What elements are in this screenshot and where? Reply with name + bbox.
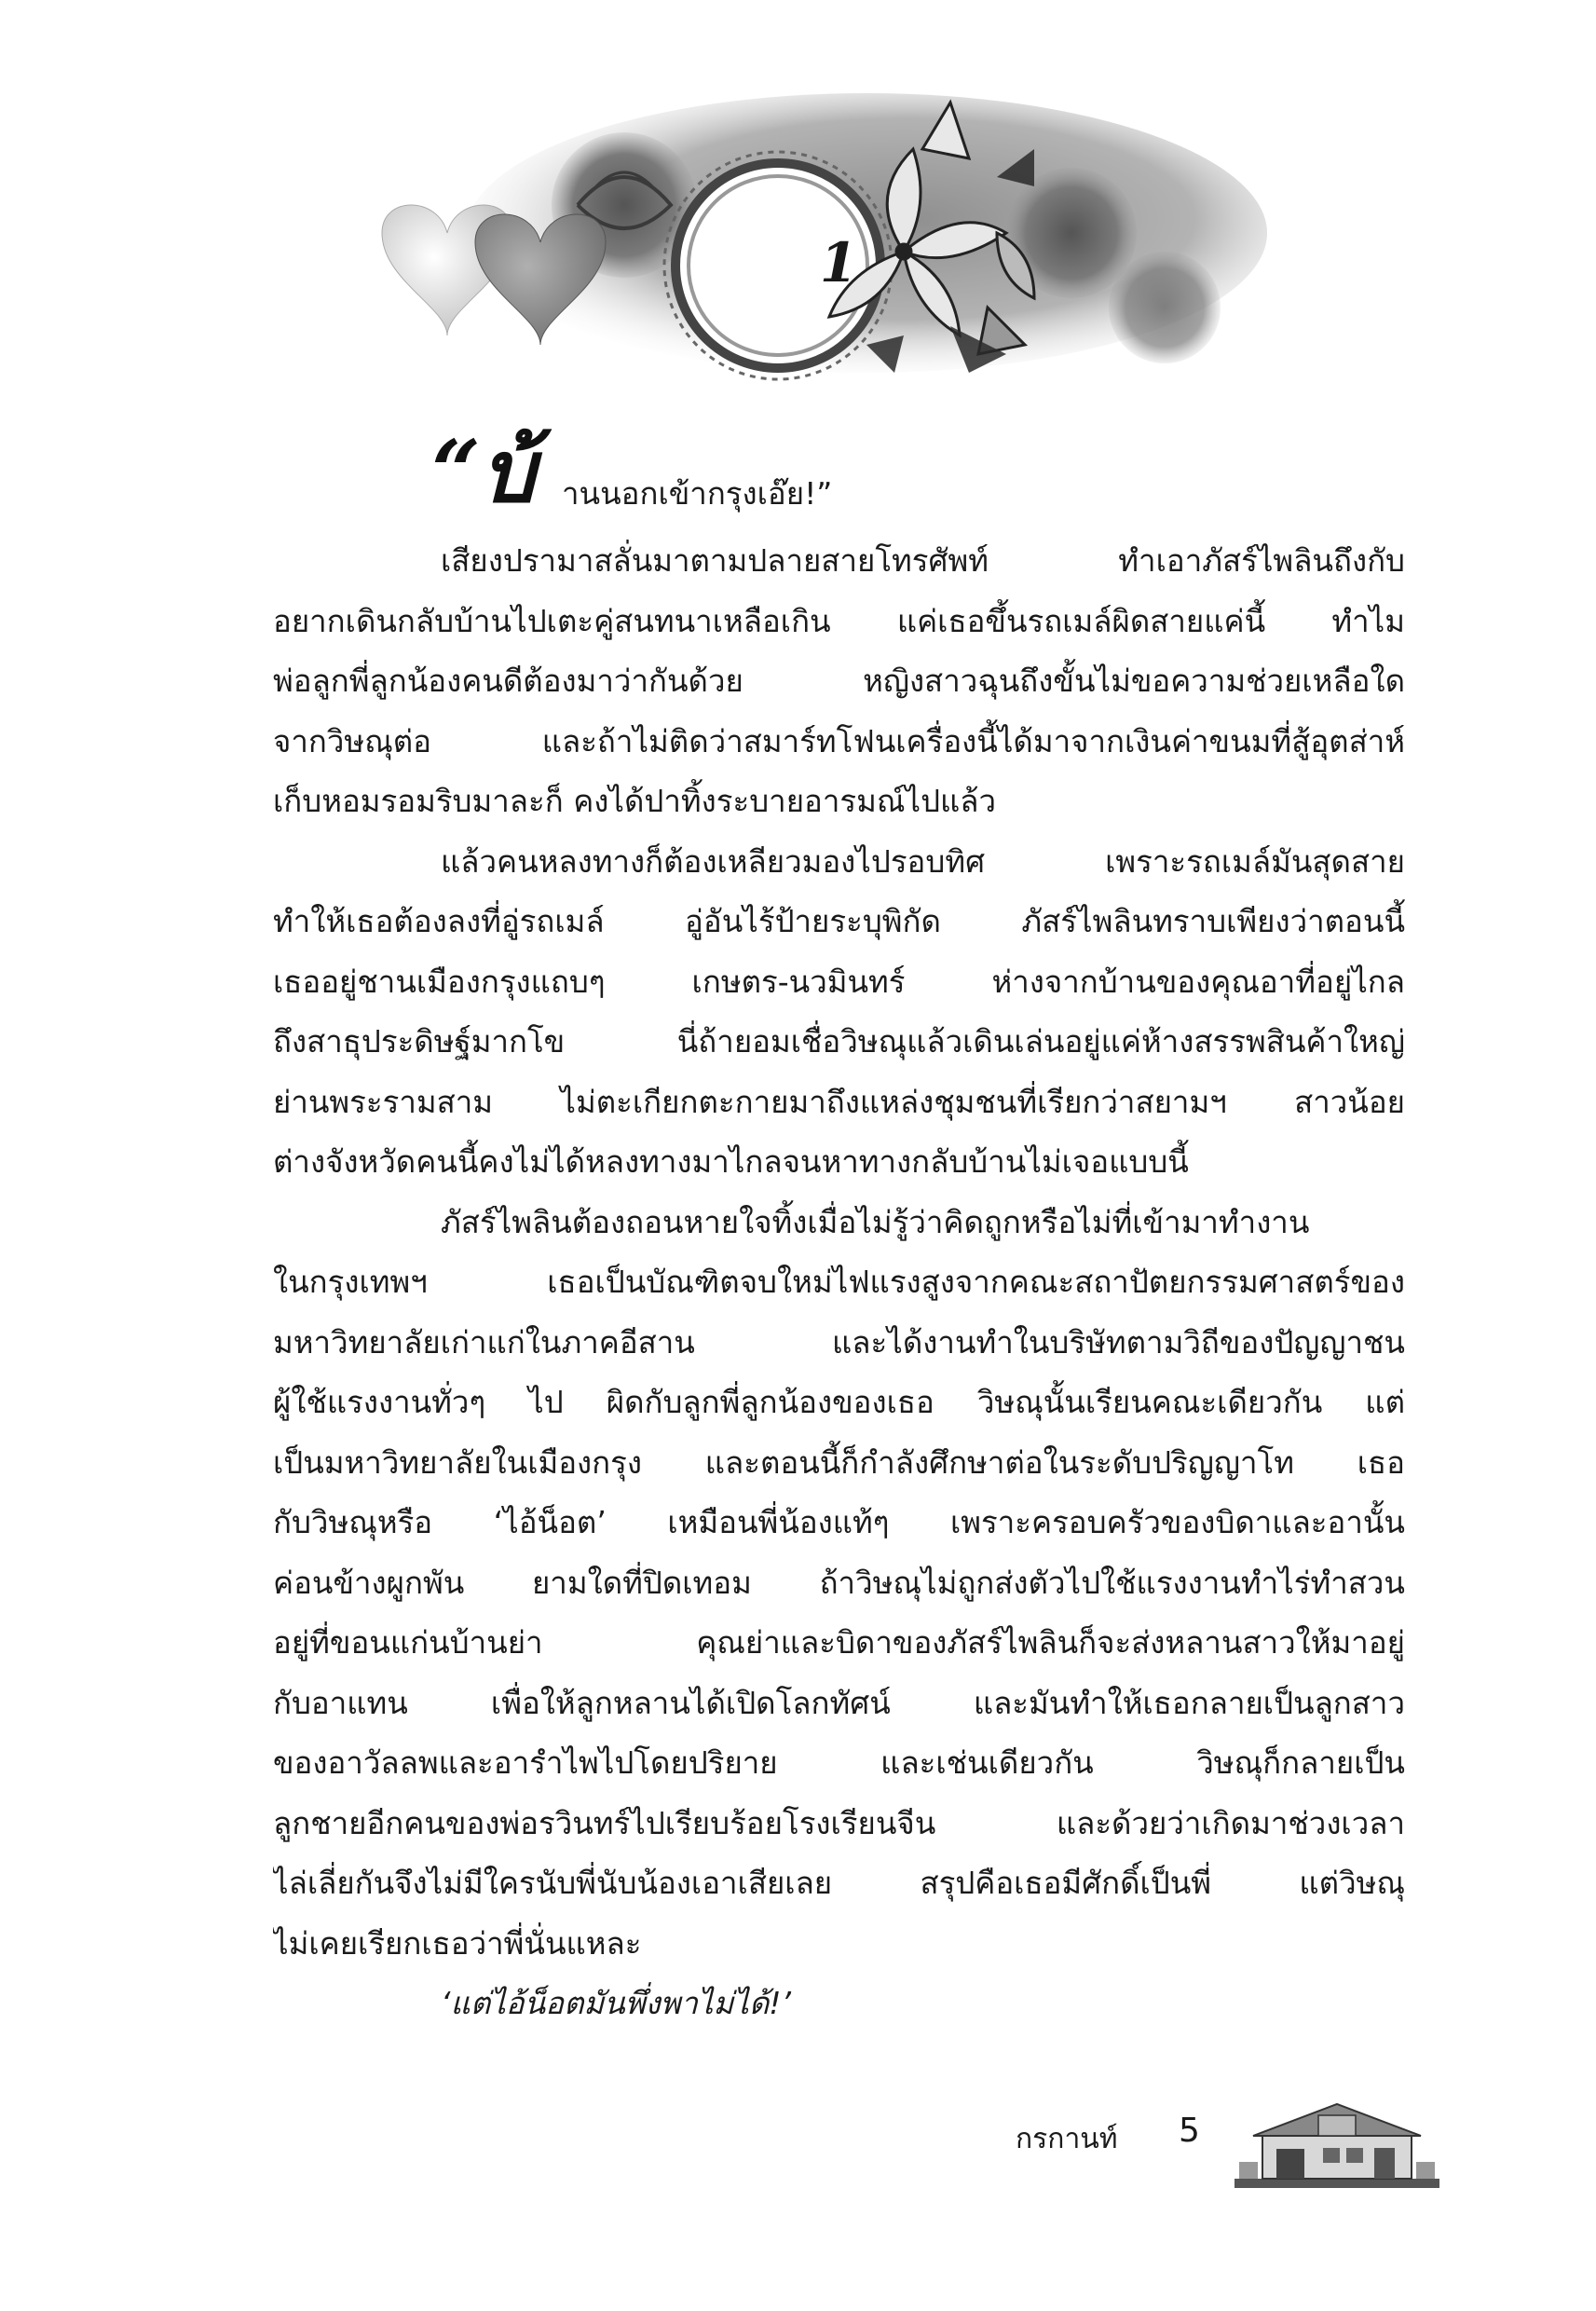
opening-line: [273, 419, 1405, 531]
chapter-body: [273, 419, 1405, 2034]
text-line: ทำให้เธอต้องลงที่อู่รถเมล์ อู่อันไร้ป้ายระบุพิกัด ภัสร์ไพลินทราบเพียงว่าตอนนี้: [273, 903, 1405, 939]
text-line: ในกรุงเทพฯ เธอเป็นบัณฑิตจบใหม่ไฟแรงสูงจากคณะสถาปัตยกรรมศาสตร์ของ: [273, 1264, 1405, 1300]
text-line: เธออยู่ชานเมืองกรุงแถบๆ เกษตร-นวมินทร์ ห่างจากบ้านของคุณอาที่อยู่ไกล: [273, 963, 1405, 1000]
text-line: ‘แต่ไอ้น็อตมันพึ่งพาไม่ได้!’: [441, 1985, 791, 2021]
text-line: ของอาวัลลพและอารำไพไปโดยปริยาย และเช่นเดียวกัน วิษณุก็กลายเป็น: [273, 1744, 1405, 1781]
text-line: ต่างจังหวัดคนนี้คงไม่ได้หลงทางมาไกลจนหาทางกลับบ้านไม่เจอแบบนี้: [273, 1143, 1189, 1180]
text-line: ลูกชายอีกคนของพ่อรวินทร์ไปเรียบร้อยโรงเรียนจีน และด้วยว่าเกิดมาช่วงเวลา: [273, 1804, 1405, 1841]
text-line: เก็บหอมรอมริบมาละก็ คงได้ปาทิ้งระบายอารมณ์ไปแล้ว: [273, 783, 997, 819]
text-line: พ่อลูกพี่ลูกน้องคนดีต้องมาว่ากันด้วย หญิงสาวฉุนถึงขั้นไม่ขอความช่วยเหลือใด: [273, 663, 1405, 699]
paragraph-lines: [273, 531, 1405, 2034]
text-line: ค่อนข้างผูกพัน ยามใดที่ปิดเทอม ถ้าวิษณุไม่ถูกส่งตัวไปใช้แรงงานทำไร่ทำสวน: [273, 1564, 1405, 1601]
page-footer: [1006, 2097, 1491, 2190]
page-number: 5: [1179, 2112, 1200, 2150]
opening-text: านนอกเข้ากรุงเอ๊ย!”: [562, 475, 833, 512]
text-line: เป็นมหาวิทยาลัยในเมืองกรุง และตอนนี้ก็กำลังศึกษาต่อในระดับปริญญาโท เธอ: [273, 1443, 1405, 1481]
text-line: ย่านพระรามสาม ไม่ตะเกียกตะกายมาถึงแหล่งชุมชนที่เรียกว่าสยามฯ สาวน้อย: [273, 1083, 1405, 1120]
text-line: เสียงปรามาสลั่นมาตามปลายสายโทรศัพท์ ทำเอาภัสร์ไพลินถึงกับ: [441, 542, 1405, 579]
text-line: ผู้ใช้แรงงานทั่วๆ ไป ผิดกับลูกพี่ลูกน้องของเธอ วิษณุนั้นเรียนคณะเดียวกัน แต่: [273, 1384, 1405, 1420]
text-line: อยากเดินกลับบ้านไปเตะคู่สนทนาเหลือเกิน แค่เธอขึ้นรถเมล์ผิดสายแค่นี้ ทำไม: [273, 602, 1405, 639]
text-line: อยู่ที่ขอนแก่นบ้านย่า คุณย่าและบิดาของภัสร์ไพลินก็จะส่งหลานสาวให้มาอยู่: [273, 1624, 1405, 1661]
text-line: มหาวิทยาลัยเก่าแก่ในภาคอีสาน และได้งานทำในบริษัทตามวิถีของปัญญาชน: [273, 1323, 1405, 1361]
text-line: จากวิษณุต่อ และถ้าไม่ติดว่าสมาร์ทโฟนเครื่องนี้ได้มาจากเงินค่าขนมที่สู้อุตส่าห์: [273, 722, 1405, 759]
text-line: ไม่เคยเรียกเธอว่าพี่นั่นแหละ: [273, 1924, 642, 1962]
drop-cap: “บ้: [431, 421, 536, 522]
text-line: ภัสร์ไพลินต้องถอนหายใจทิ้งเมื่อไม่รู้ว่าคิดถูกหรือไม่ที่เข้ามาทำงาน: [441, 1203, 1310, 1240]
text-line: กับวิษณุหรือ ‘ไอ้น็อต’ เหมือนพี่น้องแท้ๆ เพราะครอบครัวของบิดาและอานั้น: [273, 1504, 1405, 1540]
running-title: กรกานท์: [1016, 2123, 1118, 2155]
text-line: กับอาแทน เพื่อให้ลูกหลานได้เปิดโลกทัศน์ และมันทำให้เธอกลายเป็นลูกสาว: [273, 1684, 1405, 1721]
house-icon: [1235, 2097, 1439, 2190]
chapter-number: 1: [819, 231, 858, 294]
text-line: แล้วคนหลงทางก็ต้องเหลียวมองไปรอบทิศ เพราะรถเมล์มันสุดสาย: [441, 842, 1405, 880]
text-line: ถึงสาธุประดิษฐ์มากโข นี่ถ้ายอมเชื่อวิษณุแล้วเดินเล่นอยู่แค่ห้างสรรพสินค้าใหญ่: [273, 1023, 1405, 1060]
text-line: ไล่เลี่ยกันจึงไม่มีใครนับพี่นับน้องเอาเสียเลย สรุปคือเธอมีศักดิ์เป็นพี่ แต่วิษณุ: [273, 1865, 1405, 1901]
